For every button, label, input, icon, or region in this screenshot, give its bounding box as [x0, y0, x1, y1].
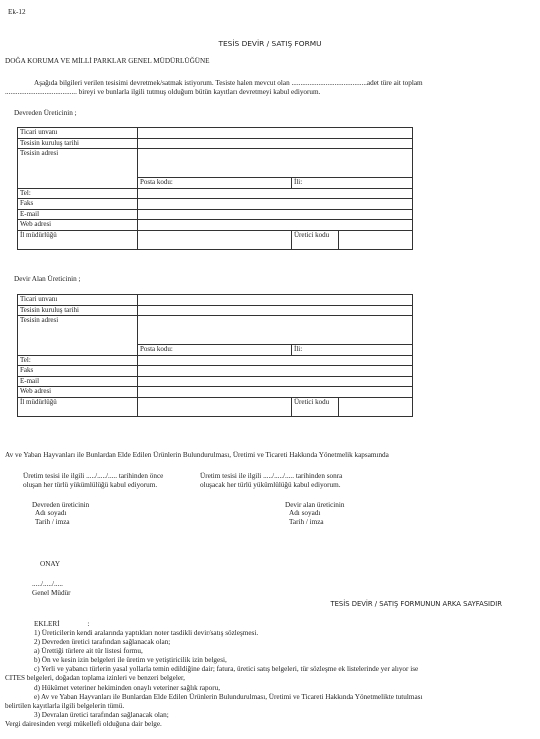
- right-statement-line-1: Üretim tesisi ile ilgili ...../...../..... tarihinden sonra: [200, 472, 343, 480]
- table-row: [18, 230, 413, 249]
- list-item: c) Yerli ve yabancı türlerin yasal yollarla temin edildiğine dair; fatura, üretici satış belgeleri, tür sözleşme ek listelerinde yer alıyor ise: [34, 665, 419, 674]
- email-field[interactable]: [138, 376, 413, 387]
- list-item: d) Hükümet veteriner hekiminden onaylı veteriner sağlık raporu,: [34, 683, 221, 692]
- province-field[interactable]: İli:: [292, 178, 413, 189]
- transferor-heading: Devreden Üreticinin ;: [14, 109, 77, 117]
- founding-date-field[interactable]: [138, 305, 413, 316]
- signature-who: Devir alan üreticinin: [285, 501, 345, 509]
- list-item: 2) Devreden üretici tarafından sağlanacak olan;: [34, 638, 171, 647]
- attachments-colon: :: [87, 620, 90, 628]
- web-field[interactable]: [138, 220, 413, 231]
- list-item: b) Ön ve kesin izin belgeleri ile üretim ve yetiştiricilik izin belgesi,: [34, 656, 227, 665]
- table-row: [18, 128, 413, 139]
- postal-code-field[interactable]: Posta kodu:: [138, 345, 292, 356]
- intro-line-1: Aşağıda bilgileri verilen tesisimi devretmek/satmak istiyorum. Tesiste halen mevcut olan ..........................................adet türe ait toplam: [34, 79, 423, 87]
- left-statement: [23, 472, 163, 490]
- signature-date: Tarih / imza: [35, 517, 70, 526]
- list-item: e) Av ve Yaban Hayvanları ile Bunlardan Elde Edilen Ürünlerin Bulundurulması, Üretimi ve Ticareti Hakkında Yönetmelikte tutulması: [34, 692, 423, 701]
- directorate-label: İl müdürlüğü: [18, 230, 138, 249]
- directorate-label: İl müdürlüğü: [18, 397, 138, 416]
- email-label: E-mail: [18, 209, 138, 220]
- table-row: [18, 397, 413, 416]
- addressee: DOĞA KORUMA VE MİLLİ PARKLAR GENEL MÜDÜRLÜĞÜNE: [5, 57, 210, 65]
- directorate-field[interactable]: [138, 397, 292, 416]
- intro-line-2: ........................................ bireyi ve bunlarla ilgili tutmuş olduğum bütün kayıtları devretmeyi kabul ediyorum.: [5, 88, 321, 96]
- form-title: TESİS DEVİR / SATIŞ FORMU: [218, 39, 322, 48]
- founding-date-label: Tesisin kuruluş tarihi: [18, 305, 138, 316]
- signature-block-transferee: [285, 501, 344, 526]
- attachments-list: [0, 629, 540, 729]
- trade-name-field[interactable]: [138, 295, 413, 306]
- tel-field[interactable]: [138, 188, 413, 199]
- table-row: [18, 355, 413, 366]
- table-row: [18, 199, 413, 210]
- table-row: [18, 138, 413, 149]
- web-label: Web adresi: [18, 387, 138, 398]
- table-row: [18, 149, 413, 178]
- producer-code-label: Üretici kodu: [292, 397, 339, 416]
- transferee-heading: Devir Alan Üreticinin ;: [14, 275, 81, 283]
- producer-code-field[interactable]: [339, 397, 413, 416]
- directorate-field[interactable]: [138, 230, 292, 249]
- right-statement: [200, 472, 342, 490]
- transferor-table: [17, 127, 413, 250]
- annex-label: Ek-12: [8, 8, 26, 16]
- trade-name-label: Ticari unvanı: [18, 295, 138, 306]
- tel-label: Tel:: [18, 188, 138, 199]
- address-field[interactable]: [138, 316, 413, 345]
- attachments-title: [34, 620, 89, 629]
- table-row: [18, 366, 413, 377]
- province-field[interactable]: İli:: [292, 345, 413, 356]
- signature-name: Adı soyadı: [35, 509, 67, 518]
- left-statement-line-1: Üretim tesisi ile ilgili ...../...../..... tarihinden önce: [23, 472, 164, 480]
- fax-label: Faks: [18, 199, 138, 210]
- table-row: [18, 376, 413, 387]
- signature-who: Devreden üreticinin: [32, 501, 90, 509]
- general-director: Genel Müdür: [32, 589, 71, 597]
- producer-code-field[interactable]: [339, 230, 413, 249]
- back-page-note: TESİS DEVİR / SATIŞ FORMUNUN ARKA SAYFASIDIR: [330, 600, 502, 608]
- table-row: [18, 316, 413, 345]
- list-item: a) Ürettiği türlere ait tür listesi formu,: [34, 647, 143, 656]
- approval-heading: ONAY: [40, 560, 61, 568]
- web-field[interactable]: [138, 387, 413, 398]
- email-label: E-mail: [18, 376, 138, 387]
- list-item: 1) Üreticilerin kendi aralarında yaptıkları noter tasdikli devir/satış sözleşmesi.: [34, 629, 259, 637]
- trade-name-field[interactable]: [138, 128, 413, 139]
- list-item: CITES belgeleri, doğadan toplama izinleri ve benzeri belgeler,: [5, 674, 185, 683]
- address-field[interactable]: [138, 149, 413, 178]
- trade-name-label: Ticari unvanı: [18, 128, 138, 139]
- table-row: [18, 209, 413, 220]
- left-statement-line-2: oluşan her türlü yükümlülüğü kabul ediyorum.: [23, 481, 158, 489]
- list-item: belirtilen kayıtlarla ilgili belgelerin tümü.: [5, 701, 125, 710]
- table-row: [18, 305, 413, 316]
- right-statement-line-2: oluşacak her türlü yükümlülüğü kabul ediyorum.: [200, 481, 341, 489]
- transferee-table: [17, 294, 413, 417]
- postal-code-field[interactable]: Posta kodu:: [138, 178, 292, 189]
- founding-date-field[interactable]: [138, 138, 413, 149]
- signature-date: Tarih / imza: [289, 517, 324, 526]
- list-item: 3) Devralan üretici tarafından sağlanacak olan;: [34, 710, 169, 719]
- web-label: Web adresi: [18, 220, 138, 231]
- address-label: Tesisin adresi: [18, 149, 138, 189]
- fax-label: Faks: [18, 366, 138, 377]
- signature-name: Adı soyadı: [289, 509, 321, 518]
- producer-code-label: Üretici kodu: [292, 230, 339, 249]
- fax-field[interactable]: [138, 199, 413, 210]
- address-label: Tesisin adresi: [18, 316, 138, 356]
- fax-field[interactable]: [138, 366, 413, 377]
- founding-date-label: Tesisin kuruluş tarihi: [18, 138, 138, 149]
- table-row: [18, 220, 413, 231]
- approval-date: ...../...../.....: [32, 580, 63, 588]
- list-item: Vergi dairesinden vergi mükellefi olduğuna dair belge.: [5, 719, 162, 728]
- email-field[interactable]: [138, 209, 413, 220]
- tel-field[interactable]: [138, 355, 413, 366]
- regulation-line: Av ve Yaban Hayvanları ile Bunlardan Elde Edilen Ürünlerin Bulundurulması, Üretimi ve Ticareti Hakkında Yönetmelik kapsamında: [5, 451, 389, 459]
- tel-label: Tel:: [18, 355, 138, 366]
- table-row: [18, 188, 413, 199]
- attachments-title-text: EKLERİ: [34, 620, 60, 628]
- table-row: [18, 295, 413, 306]
- signature-block-transferor: [32, 501, 89, 526]
- table-row: [18, 387, 413, 398]
